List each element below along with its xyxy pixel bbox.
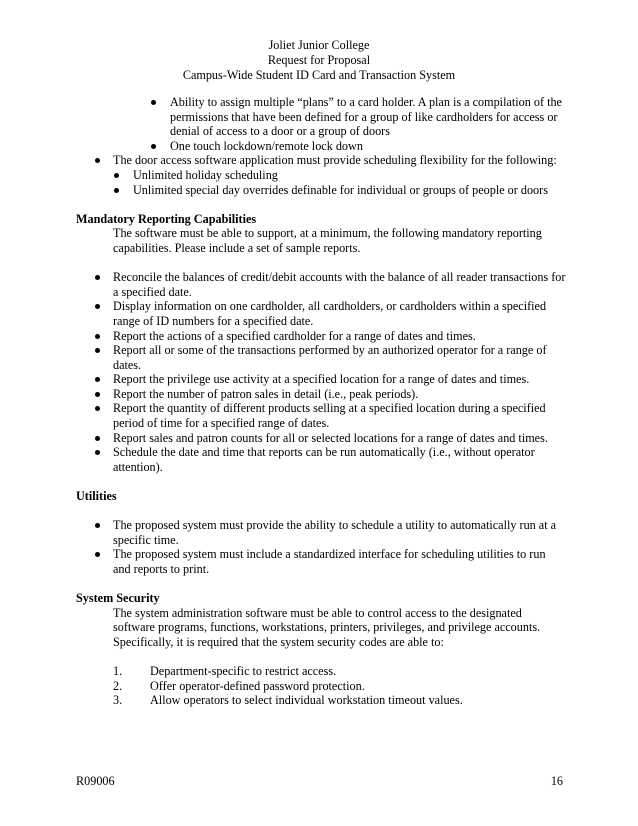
utilities-heading: Utilities (76, 489, 117, 504)
list-item: The proposed system must include a standardized interface for scheduling utilities to run and reports to print. (76, 547, 566, 576)
header-institution: Joliet Junior College (268, 38, 370, 52)
list-item (76, 153, 566, 197)
header-doc-type: Request for Proposal (267, 53, 371, 67)
list-item (76, 664, 566, 679)
security-heading: System Security (76, 591, 160, 606)
list-item (76, 693, 566, 708)
item-number: 2. (113, 678, 123, 693)
list-item: Report sales and patron counts for all or selected locations for a range of dates and times. (76, 431, 566, 446)
list-item: Report the number of patron sales in detail (i.e., peak periods). (76, 387, 566, 402)
item-text: Offer operator-defined password protection. (150, 678, 365, 693)
list-item: Unlimited special day overrides definable for individual or groups of people or doors (76, 183, 566, 198)
list-item: Report all or some of the transactions performed by an authorized operator for a range of dates. (76, 343, 566, 372)
page-header (0, 38, 638, 83)
security-numbered-list (76, 664, 566, 708)
list-item (76, 679, 566, 694)
reporting-list (76, 270, 566, 474)
item-text: Allow operators to select individual workstation timeout values. (150, 693, 463, 708)
list-item: Report the actions of a specified cardholder for a range of dates and times. (76, 329, 566, 344)
door-access-text: The door access software application must provide scheduling flexibility for the following: (113, 153, 557, 168)
utilities-list (76, 518, 566, 576)
item-number: 1. (113, 664, 123, 679)
reporting-intro: The software must be able to support, at a minimum, the following mandatory reporting capabilities. Please include a set of sample reports. (113, 226, 542, 255)
door-access-list (76, 153, 566, 197)
list-item: Report the quantity of different products selling at a specified location during a specified period of time for a specified range of dates. (76, 401, 566, 430)
door-access-sub-list (76, 168, 566, 197)
spacer (76, 256, 566, 271)
item-number: 3. (113, 693, 123, 708)
spacer (76, 197, 566, 212)
list-item: Ability to assign multiple “plans” to a card holder. A plan is a compilation of the permissions that have been defined for a group of like cardholders for access or denial of access to a door or a group of doors (76, 95, 566, 139)
item-text: Department-specific to restrict access. (150, 664, 337, 679)
list-item: The proposed system must provide the ability to schedule a utility to automatically run at a specific time. (76, 518, 566, 547)
top-sub-bullet-list (76, 95, 566, 153)
document-id: R09006 (76, 774, 115, 788)
list-item: Reconcile the balances of credit/debit accounts with the balance of all reader transactions for a specified date. (76, 270, 566, 299)
list-item: Schedule the date and time that reports can be run automatically (i.e., without operator attention). (76, 445, 566, 474)
spacer (76, 504, 566, 519)
page-number: 16 (550, 774, 563, 788)
page-body (76, 95, 566, 708)
security-intro: The system administration software must be able to control access to the designated software programs, functions, workstations, printers, privileges, and privilege accounts. Specifically, it is required that the system security codes are able to: (113, 605, 541, 649)
reporting-heading: Mandatory Reporting Capabilities (76, 211, 257, 226)
spacer (76, 577, 566, 592)
list-item: Report the privilege use activity at a specified location for a range of dates and times. (76, 372, 566, 387)
list-item: Display information on one cardholder, all cardholders, or cardholders within a specified range of ID numbers for a specified date. (76, 299, 566, 328)
spacer (76, 650, 566, 665)
spacer (76, 474, 566, 489)
list-item: Unlimited holiday scheduling (76, 168, 566, 183)
list-item: One touch lockdown/remote lock down (76, 139, 566, 154)
header-project-title: Campus-Wide Student ID Card and Transaction System (182, 68, 456, 82)
